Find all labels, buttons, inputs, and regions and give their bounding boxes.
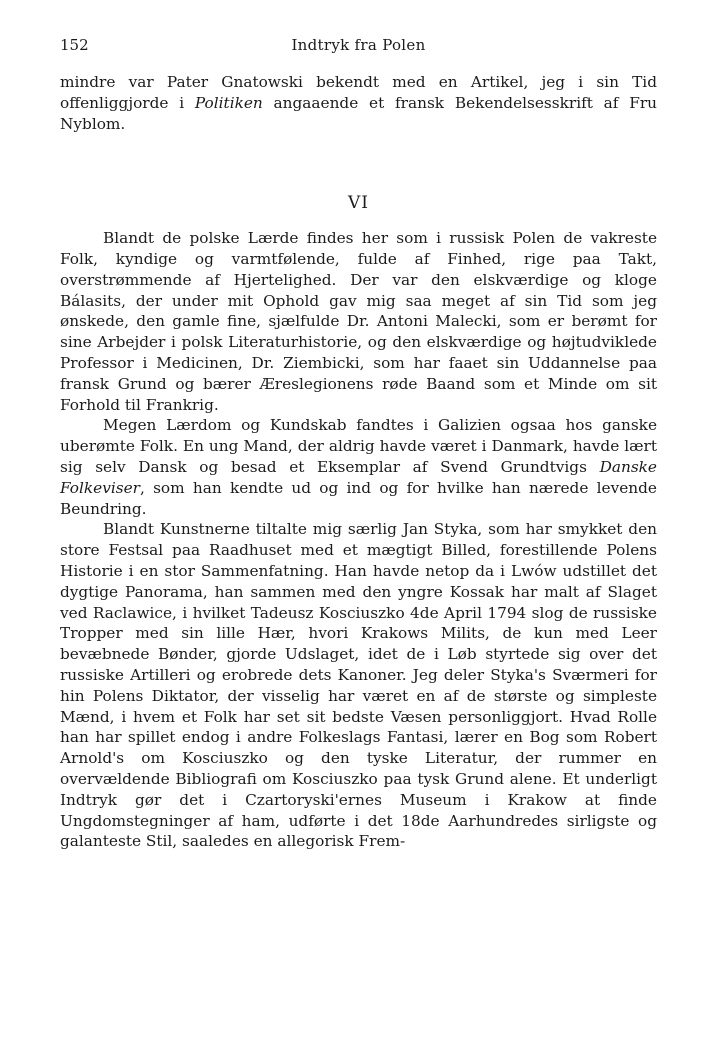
paragraph-galicia <box>60 415 657 519</box>
section-heading: VI <box>348 193 369 214</box>
paragraph-artists: Blandt Kunstnerne tiltalte mig særlig Jan Styka, som har smykket den store Festsal paa Raadhuset med et mægtigt Billed, forestillende Polens Historie i en stor Sammenfatning. Han havde netop da i Lwów udstillet det dygtige Panorama, han sammen med den yngre Kossak har malt af Slaget ved Raclawice, i hvilket Tadeusz Kosciuszko 4de April 1794 slog de russiske Tropper med sin lille Hær, hvori Krakows Milits, de kun med Leer bevæbnede Bønder, gjorde Udslaget, idet de i Løb styrtede sig over det russiske Artilleri og erobrede dets Kanoner. Jeg deler Styka's Sværmeri for hin Polens Diktator, der visselig har været en af de største og simpleste Mænd, i hvem et Folk har set sit bedste Væsen personliggjort. Hvad Rolle han har spillet endog i andre Folkeslags Fantasi, lærer en Bog som Robert Arnold's om Kosciuszko og den tyske Literatur, der rummer en overvældende Bibliografi om Kosciuszko paa tysk Grund alene. Et underligt Indtryk gør det i Czartoryski'ernes Museum i Krakow at finde Ungdomstegninger af ham, udførte i det 18de Aarhundredes sirligste og galanteste Stil, saaledes en allegorisk Frem- <box>60 520 657 851</box>
continuation-text-before: mindre var Pater Gnatowski bekendt med en Artikel, jeg i sin Tid offenliggjorde i <box>60 73 657 112</box>
paragraph-galicia-italic-title: Danske Folkeviser <box>60 457 657 497</box>
running-title: Indtryk fra Polen <box>291 36 426 54</box>
page-number: 152 <box>60 36 89 54</box>
paragraph-scholars: Blandt de polske Lærde findes her som i russisk Polen de vakreste Folk, kyndige og varmtfølende, fulde af Finhed, rige paa Takt, overstrømmende af Hjertelighed. Der var den elskværdige og kloge Bálasits, der under mit Ophold gav mig saa meget af sin Tid som jeg ønskede, den gamle fine, sjælfulde Dr. Antoni Malecki, som er berømt for sine Arbejder i polsk Literaturhistorie, og den elskværdige og højtudviklede Professor i Medicinen, Dr. Ziembicki, som har faaet sin Uddannelse paa fransk Grund og bærer Æreslegionens røde Baand som et Minde om sit Forhold til Frankrig. <box>60 229 657 414</box>
paragraph-galicia-after: , som han kendte ud og ind og for hvilke han nærede levende Beundring. <box>60 478 657 518</box>
continuation-text-after: angaaende et fransk Bekendelsesskrift af Fru Nyblom. <box>60 93 657 133</box>
book-page <box>60 36 657 852</box>
running-header <box>60 36 657 60</box>
body-text <box>60 72 657 852</box>
continuation-paragraph <box>60 72 657 134</box>
paragraph-galicia-before: Megen Lærdom og Kundskab fandtes i Galizien ogsaa hos ganske uberømte Folk. En ung Mand, der aldrig havde været i Danmark, havde lært sig selv Dansk og besad et Eksemplar af Svend Grundtvigs <box>60 416 657 476</box>
continuation-italic-title: Politiken <box>194 93 263 112</box>
